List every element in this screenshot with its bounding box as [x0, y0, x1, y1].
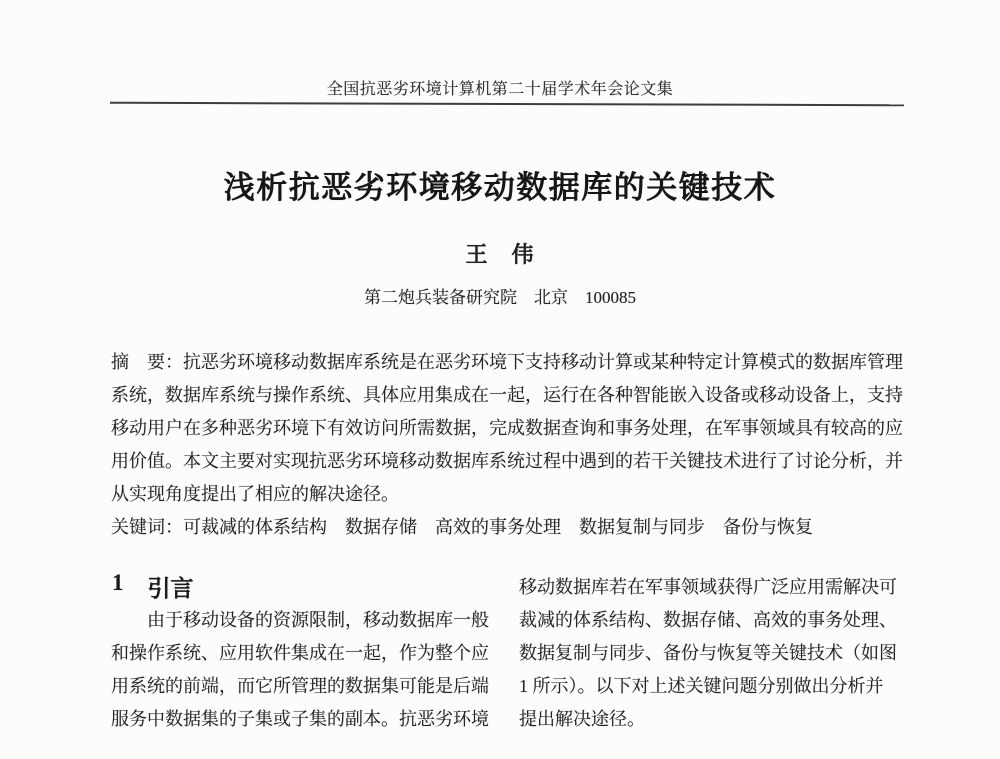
keywords-line: 关键词：可裁减的体系结构 数据存储 高效的事务处理 数据复制与同步 备份与恢复 [111, 517, 813, 537]
body-text-line: 提出解决途径。 [519, 709, 645, 729]
section-1-heading [112, 570, 194, 603]
proceedings-header: 全国抗恶劣环境计算机第二十届学术年会论文集 [326, 81, 674, 98]
section-title: 引言 [147, 576, 194, 601]
abstract-line: 系统，数据库系统与操作系统、具体应用集成在一起，运行在各种智能嵌入设备或移动设备上，支持 [111, 385, 903, 405]
body-text-line: 数据复制与同步、备份与恢复等关键技术（如图 [519, 643, 897, 663]
author-name: 王 伟 [465, 242, 535, 267]
abstract-line: 移动用户在多种恶劣环境下有效访问所需数据，完成数据查询和事务处理，在军事领域具有较高的应 [111, 418, 903, 438]
intro-right-column [519, 571, 911, 736]
body-text-line: 服务中数据集的子集或子集的副本。抗恶劣环境 [111, 709, 489, 729]
paper-title: 浅析抗恶劣环境移动数据库的关键技术 [223, 170, 777, 205]
section-number: 1 [112, 570, 124, 595]
intro-left-column [111, 604, 495, 736]
abstract-line: 从实现角度提出了相应的解决途径。 [111, 484, 399, 504]
abstract-line: 摘 要：抗恶劣环境移动数据库系统是在恶劣环境下支持移动计算或某种特定计算模式的数据库管理 [111, 352, 903, 372]
author-affiliation: 第二炮兵装备研究院 北京 100085 [364, 288, 636, 307]
abstract-block [111, 346, 911, 511]
body-text-line: 由于移动设备的资源限制，移动数据库一般 [147, 610, 489, 630]
abstract-line: 用价值。本文主要对实现抗恶劣环境移动数据库系统过程中遇到的若干关键技术进行了讨论分析，并 [111, 451, 903, 471]
body-text-line: 移动数据库若在军事领域获得广泛应用需解决可 [519, 577, 897, 597]
header-divider-rule [110, 102, 904, 106]
body-text-line: 1 所示）。以下对上述关键问题分别做出分析并 [519, 676, 884, 696]
body-text-line: 用系统的前端，而它所管理的数据集可能是后端 [111, 676, 489, 696]
body-text-line: 裁减的体系结构、数据存储、高效的事务处理、 [519, 610, 897, 630]
body-text-line: 和操作系统、应用软件集成在一起，作为整个应 [111, 643, 489, 663]
